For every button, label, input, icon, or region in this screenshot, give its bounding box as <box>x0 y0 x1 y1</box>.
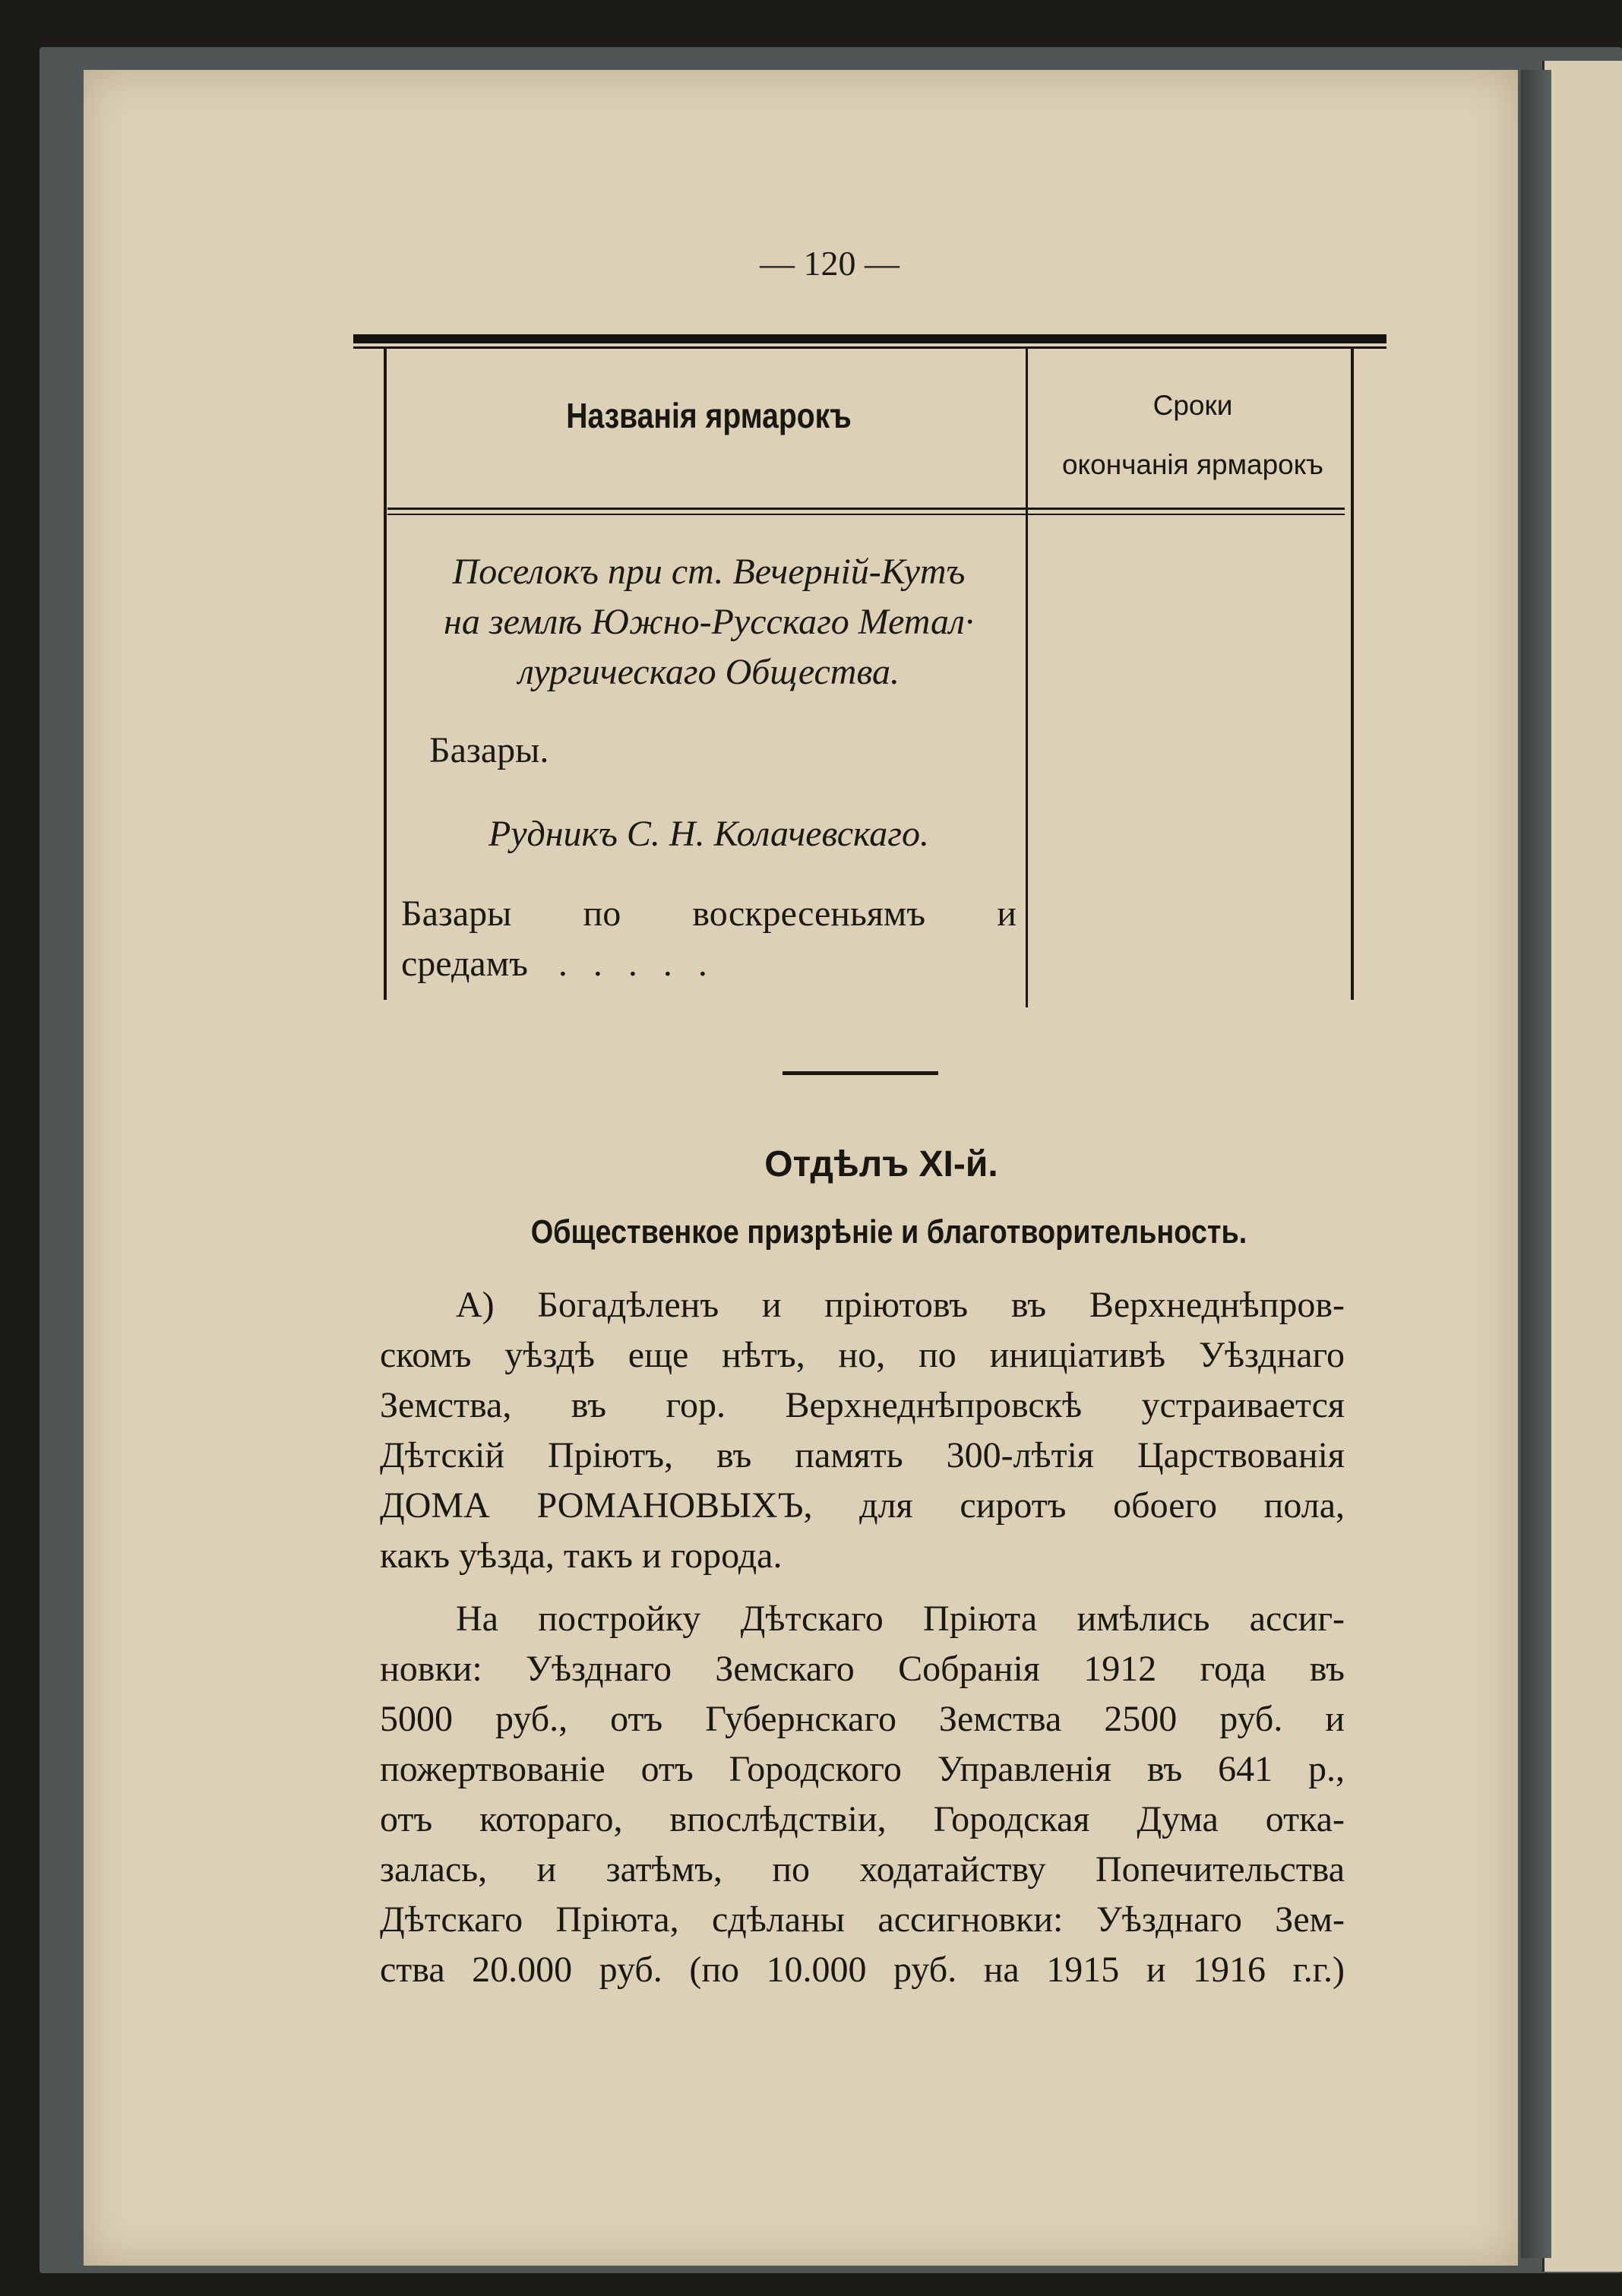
page-number: — 120 — <box>760 244 900 283</box>
table-top-rule <box>353 334 1386 343</box>
section-divider <box>783 1071 938 1075</box>
table-row-sunday-bazaars-cont: средамъ ..... <box>401 944 733 984</box>
table-row-kolachevsky-mine: Рудникъ С. Н. Колачевскаго. <box>488 814 930 854</box>
section-title: Отдѣлъ XI-й. <box>764 1144 998 1184</box>
paragraph-funding: На постройку Дѣтскаго Пріюта имѣлись ассиг- новки: Уѣзднаго Земскаго Собранія 1912 года въ 5000 руб., отъ Губернскаго Земства 2500 руб. и пожертвованіе отъ Городского Управленія въ 641 р., отъ котораго, впослѣдствіи, Городская Дума отка- залась, и затѣмъ, по ходатайству Попечительства Дѣтскаго Пріюта, сдѣланы ассигновки: Уѣзднаго Зем- ства 20.000 руб. (по 10.000 руб. на 1915 и 1916 г.г.) <box>380 1599 1345 1990</box>
next-page-edge <box>1542 61 1622 2272</box>
table-row-vecherniy-kut: Поселокъ при ст. Вечерній-Кутъ на землѣ Южно-Русскаго Метал· лургическаго Общества. <box>444 552 974 692</box>
header-fair-terms: Сроки окончанія ярмарокъ <box>1061 390 1324 480</box>
page-gutter <box>1521 70 1551 2258</box>
table-row-bazaars: Базары. <box>429 730 549 770</box>
table-column-divider <box>1026 346 1028 1007</box>
table-left-border <box>384 346 387 1000</box>
table-header-rule <box>387 508 1345 510</box>
paragraph-orphanage: А) Богадѣленъ и пріютовъ въ Верхнеднѣпров- скомъ уѣздѣ еще нѣтъ, но, по иниціативѣ Уѣзднаго Земства, въ гор. Верхнеднѣпровскѣ устраивается Дѣтскій Пріютъ, въ память 300-лѣтія Царствованія ДОМА РОМАНОВЫХЪ, для сиротъ обоего пола, какъ уѣзда, такъ и города. <box>380 1285 1345 1576</box>
header-fair-names: Названія ярмарокъ <box>566 396 852 435</box>
table-top-rule-thin <box>353 346 1386 349</box>
table-header-rule-thin <box>387 514 1345 515</box>
table-row-sunday-bazaars: Базары по воскресеньямъ и <box>401 893 1017 934</box>
dot-leader: ..... <box>558 944 733 984</box>
section-subtitle: Общественкое призрѣніе и благотворительность. <box>530 1213 1247 1251</box>
